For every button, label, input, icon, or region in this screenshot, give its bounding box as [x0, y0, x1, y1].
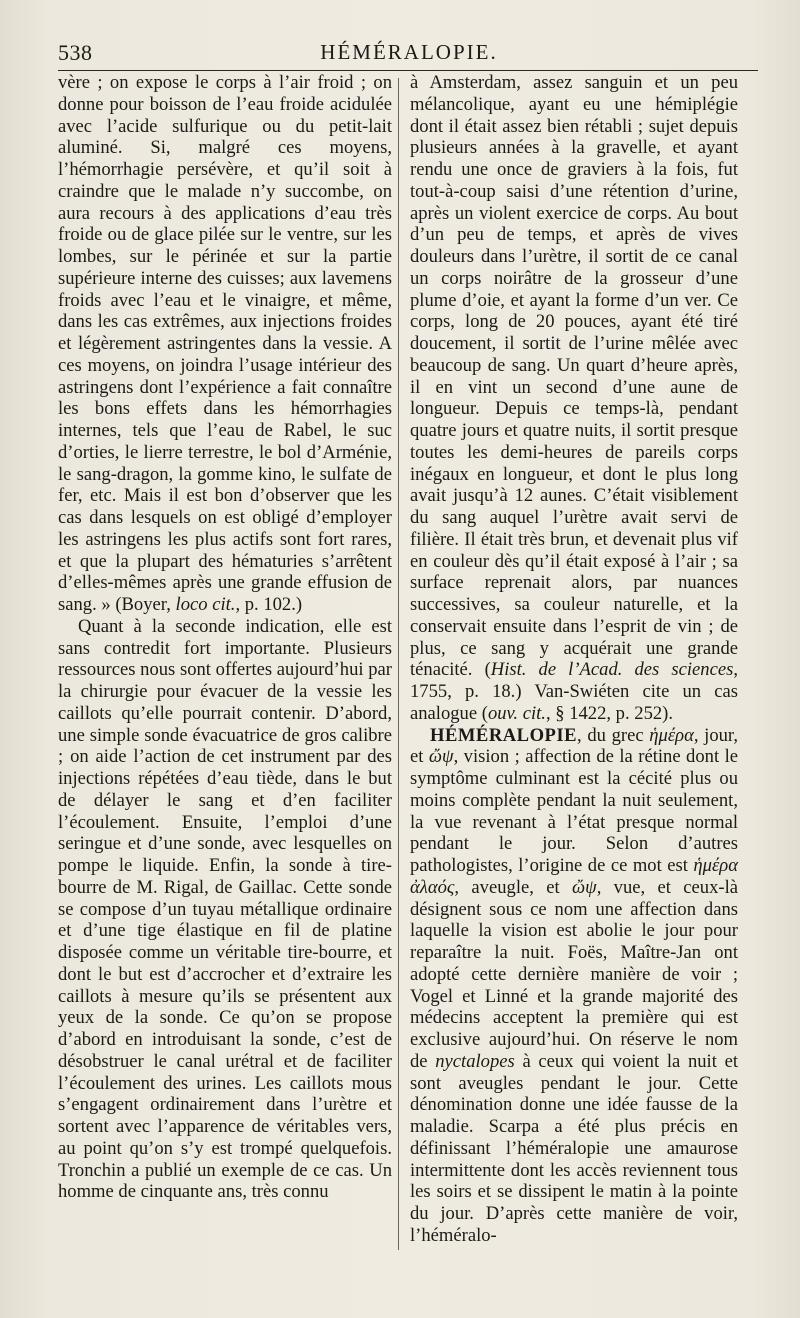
right-column — [410, 72, 738, 1247]
paragraph-second-indication: Quant à la seconde indication, elle est sans contredit fort importante. Plusieurs ressources nous sont offertes aujourd’hui par la chirurgie pour évacuer de la vessie les caillots qu’elle pourrait contenir. D’abord, une simple sonde évacuatrice de gros calibre ; on aide l’action de cet instrument par des injections répétées d’eau tiède, dans le but de délayer le sang et d’en faciliter l’écoulement. Ensuite, l’emploi d’une seringue et d’une sonde, avec lesquelles on pompe le liquide. Enfin, la sonde à tire-bourre de M. Rigal, de Gaillac. Cette sonde se compose d’un tuyau métallique ordinaire et d’une tige élastique en fil de platine disposée comme un véritable tire-bourre, et dont le but est d’accrocher et d’extraire les caillots à mesure qu’ils se présentent aux yeux de la sonde. Ce qu’on se propose d’abord en introduisant la sonde, c’est de désobstruer le canal urétral et de faciliter l’écoulement des urines. Les caillots mous s’engagent ordinairement dans l’urètre et sortent avec l’apparence de véritables vers, au point qu’on s’y est trompé quelquefois. Tronchin a publié un exemple de ce cas. Un homme de cinquante ans, très connu — [58, 615, 392, 1203]
page-header — [58, 40, 760, 70]
paragraph-tronchin-case: à Amsterdam, assez sanguin et un peu mélancolique, ayant eu une hémiplégie dont il était assez bien rétabli ; sujet depuis plusieurs années à la gravelle, et ayant rendu une once de graviers à la fois, fut tout-à-coup saisi d’une rétention d’urine, après un violent exercice de corps. Au bout d’un peu de temps, et après de vives douleurs dans l’urètre, il sortit de ce canal un corps noirâtre de la grosseur d’une plume d’oie, et ayant la forme d’un ver. Ce corps, long de 20 pouces, ayant été tiré doucement, il sortit de l’urine mêlée avec beaucoup de sang. Un quart d’heure après, il en vint un second d’une aune de longueur. Depuis ce temps-là, pendant quatre jours et quatre nuits, il sortit presque toutes les demi-heures de pareils corps inégaux en longueur, et dont le plus long avait jusqu’à 12 aunes. C’était visiblement du sang auquel l’urètre avait servi de filière. Il était très brun, et devenait plus vif en couleur dès qu’il était exposé à l’air ; sa surface reprenait alors, par nuances successives, sa couleur naturelle, et la conservait ensuite dans l’esprit de vin ; de plus, ce sang y acquérait une grande ténacité. (Hist. de l’Acad. des sciences, 1755, p. 18.) Van-Swiéten cite un cas analogue (ouv. cit., § 1422, p. 252). — [410, 72, 739, 724]
paragraph-boyer-quote: vère ; on expose le corps à l’air froid ; on donne pour boisson de l’eau froide acidulée avec l’acide sulfurique ou du petit-lait aluminé. Si, malgré ces moyens, l’hémorrhagie persévère, et qu’il soit à craindre que le malade n’y succombe, on aura recours à des applications d’eau très froide ou de glace pilée sur le ventre, sur les lombes, sur le périnée et sur la partie supérieure interne des cuisses; aux lavemens froids avec l’eau et le vinaigre, et même, dans les cas extrêmes, aux injections froides et légèrement astringentes dans la vessie. A ces moyens, on joindra l’usage intérieur des astringens dont l’expérience a fait connaître les bons effets dans les hémorrhagies internes, tels que l’eau de Rabel, le suc d’orties, le lierre terrestre, le bol d’Arménie, le sang-dragon, la gomme kino, le sulfate de fer, etc. Mais il est bon d’observer que les cas dans lesquels on est obligé d’employer les astringens les plus actifs sont fort rares, et que la plupart des hématuries s’arrêtent d’elles-mêmes après une grande effusion de sang. » (Boyer, loco cit., p. 102.) — [58, 72, 392, 615]
header-rule — [58, 70, 758, 71]
entry-hemeralopie: HÉMÉRALOPIE, du grec ἡμέρα, jour, et ὤψ, vision ; affection de la rétine dont le symptôme culminant est la cécité plus ou moins complète pendant la nuit seulement, la vue revenant à l’état presque normal pendant le jour. Selon d’autres pathologistes, l’origine de ce mot est ἡμέρα ἀλαός, aveugle, et ὤψ, vue, et ceux-là désignent sous ce nom une affection dans laquelle la vision est abolie le jour pour reparaître la nuit. Foës, Maître-Jan ont adopté cette dernière manière de voir ; Vogel et Linné et la grande majorité des médecins acceptent la première qui est exclusive aujourd’hui. On réserve le nom de nyctalopes à ceux qui voient la nuit et sont aveugles pendant le jour. Cette dénomination donne une idée fausse de la maladie. Scarpa a été plus précis en définissant l’héméralopie une amaurose intermittente dont les accès reviennent tous les soirs et se dissipent le matin à la pointe du jour. D’après cette manière de voir, l’héméralo- — [410, 724, 739, 1246]
left-column — [58, 72, 392, 1203]
running-title: HÉMÉRALOPIE. — [320, 40, 498, 64]
column-divider — [398, 78, 399, 1250]
page-number: 538 — [58, 40, 93, 65]
entry-headword: HÉMÉRALOPIE — [430, 724, 578, 746]
